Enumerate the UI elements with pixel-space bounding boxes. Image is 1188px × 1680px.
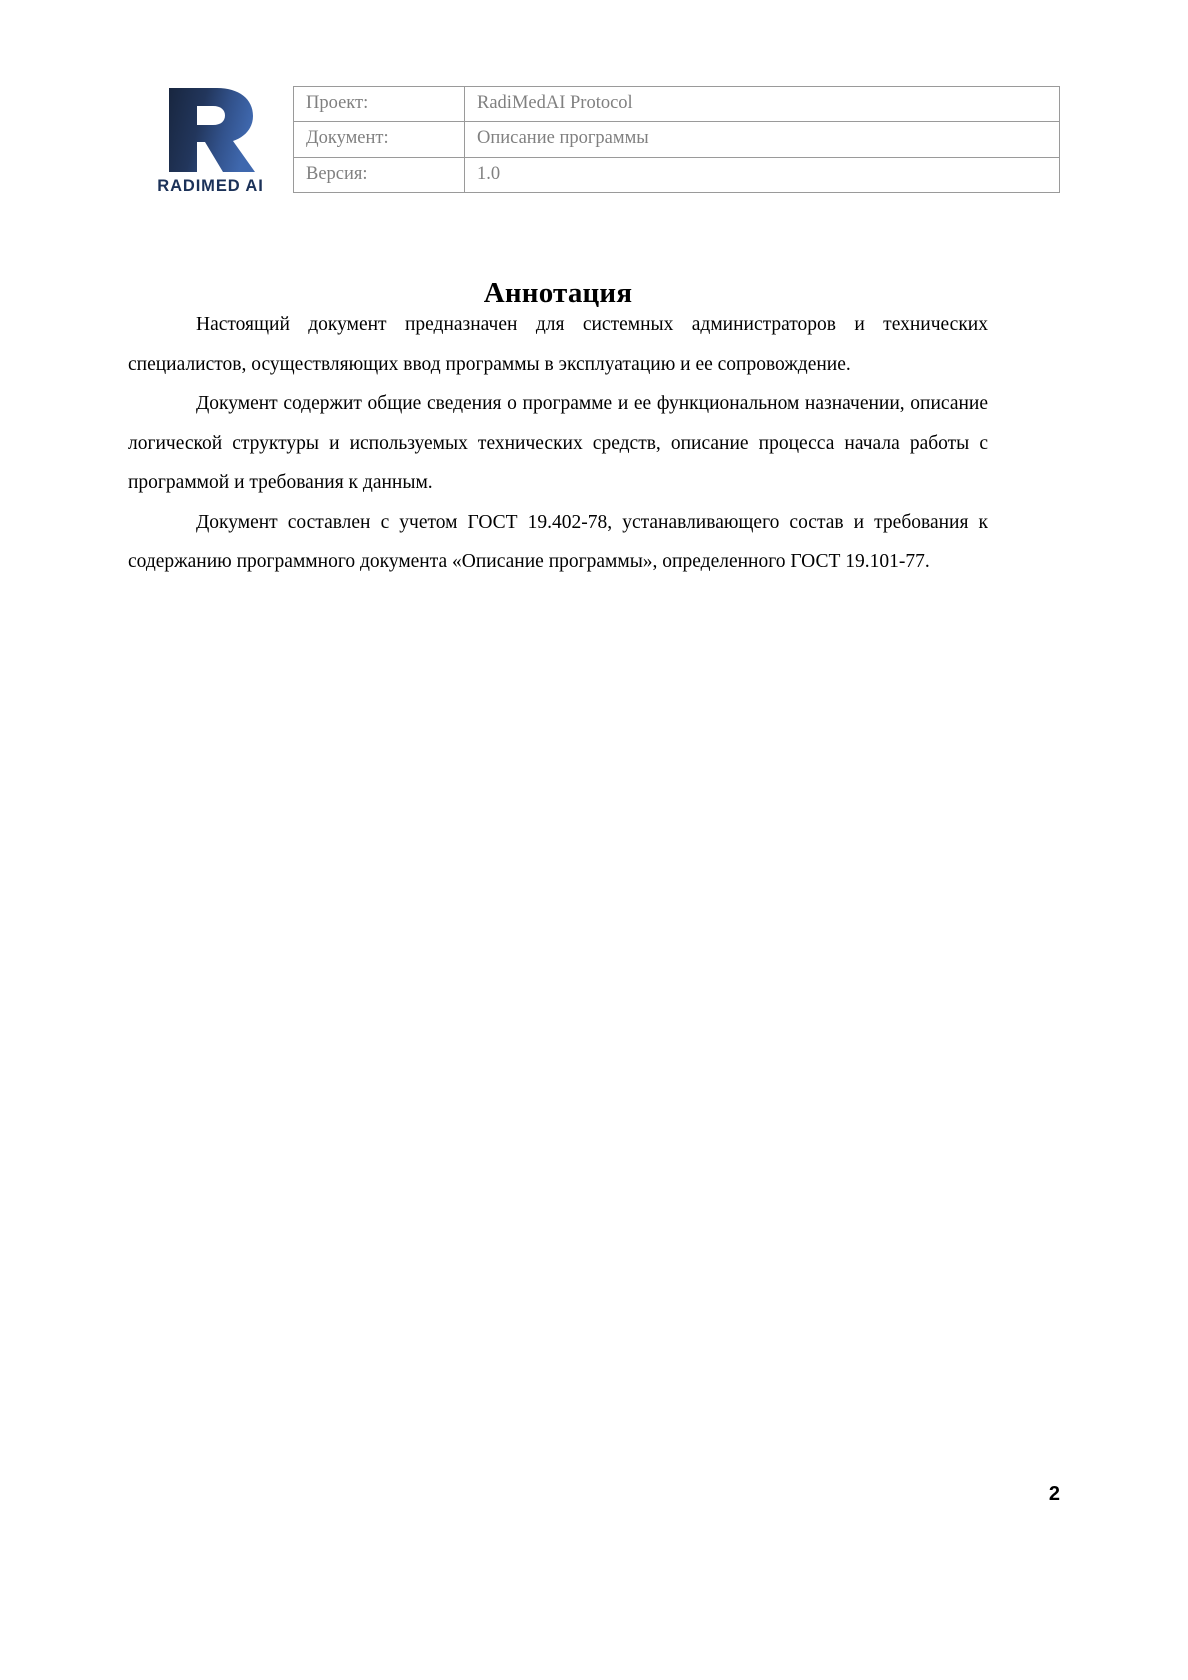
- meta-label-document: Документ:: [294, 122, 465, 157]
- paragraph-3: Документ составлен с учетом ГОСТ 19.402-78, устанавливающего состав и требования к содержанию программного документа «Описание программы», определенного ГОСТ 19.101-77.: [128, 511, 988, 572]
- meta-value-project: RadiMedAI Protocol: [465, 87, 1060, 122]
- meta-value-version: 1.0: [465, 157, 1060, 192]
- table-row: [294, 157, 1060, 192]
- table-row: [294, 87, 1060, 122]
- paragraph-2: Документ содержит общие сведения о программе и ее функциональном назначении, описание логической структуры и используемых технических средств, описание процесса начала работы с программой и требования к данным.: [128, 393, 988, 493]
- paragraph-1: Настоящий документ предназначен для системных администраторов и технических специалистов, осуществляющих ввод программы в эксплуатацию и ее сопровождение.: [128, 314, 988, 375]
- document-metadata-table: [293, 86, 1060, 193]
- meta-label-version: Версия:: [294, 157, 465, 192]
- meta-label-project: Проект:: [294, 87, 465, 122]
- page-number: 2: [1048, 1483, 1060, 1505]
- table-row: [294, 122, 1060, 157]
- page-title: Аннотация: [483, 277, 633, 310]
- meta-value-document: Описание программы: [465, 122, 1060, 157]
- radimed-ai-logo-r-icon: [163, 86, 259, 174]
- brand-wordmark: RADIMED AI: [157, 177, 264, 195]
- brand-logo: [128, 82, 293, 196]
- document-header: [128, 82, 1060, 196]
- document-body: [128, 305, 988, 582]
